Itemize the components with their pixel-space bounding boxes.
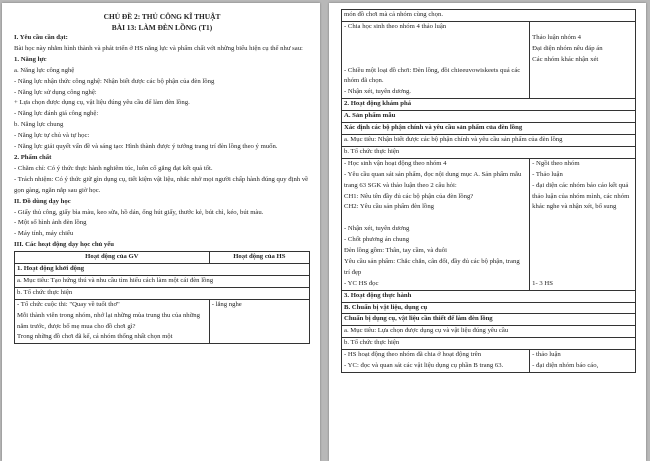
table-row <box>342 158 636 290</box>
table-row <box>342 99 636 111</box>
section-heading: II. Đồ dùng dạy học <box>14 197 71 205</box>
body-line: Bài học này nhằm hình thành và phát triển ở HS năng lực và phẩm chất với những biểu hiện cụ thể như sau: <box>14 44 303 52</box>
lesson-title: BÀI 13: LÀM ĐÈN LỒNG (T1) <box>111 23 213 32</box>
table-row <box>342 338 636 350</box>
table-row <box>342 314 636 326</box>
body-line: b. Năng lực chung <box>14 121 64 129</box>
section-heading: III. Các hoạt động dạy học chủ yếu <box>14 241 114 249</box>
table-row <box>342 326 636 338</box>
table-row <box>15 264 310 276</box>
table-cell-span: món đồ chơi mà cả nhóm cùng chọn. <box>342 10 636 22</box>
table-row <box>342 111 636 123</box>
table-cell-span: b. Tổ chức thực hiện <box>342 146 636 158</box>
body-line: - Trách nhiệm: Có ý thức giữ gìn dụng cụ, tiết kiệm vật liệu, nhắc nhở mọi người chấp hành đúng quy định về gọn gàng, ngăn nắp sau giờ học. <box>14 175 309 194</box>
section-heading: 2. Phẩm chất <box>14 153 52 161</box>
table-row <box>342 10 636 22</box>
body-line: - Năng lực tự chủ và tự học: <box>14 132 90 140</box>
table-cell-hs: - lắng nghe <box>209 299 309 344</box>
section-heading: 1. Năng lực <box>14 55 47 63</box>
body-line: - Một số hình ảnh đèn lồng <box>14 219 87 227</box>
table-row <box>342 21 636 98</box>
document-page-left <box>2 3 320 461</box>
table-row <box>342 290 636 302</box>
body-line: - Năng lực nhận thức công nghệ: Nhận biết được các bộ phận của đèn lồng <box>14 77 215 85</box>
left-body-text <box>14 33 310 251</box>
body-line: - Năng lực giải quyết vấn đề và sáng tạo: Hình thành được ý tưởng trang trí đèn lồng theo ý muốn. <box>14 143 278 151</box>
table-row <box>342 146 636 158</box>
table-row <box>15 287 310 299</box>
section-heading: Xác định các bộ phận chính và yêu cầu sản phẩm của đèn lồng <box>342 123 636 135</box>
table-header-hs: Hoạt động của HS <box>209 252 309 264</box>
table-cell-hs: - Ngồi theo nhóm - Thảo luận - đại diện các nhóm báo cáo kết quả thảo luận của nhóm mình, các nhóm khác nghe và nhận xét, bổ sung 1- 3 HS <box>530 158 636 290</box>
table-cell-span: a. Mục tiêu: Lựa chọn được dụng cụ và vật liệu đúng yêu cầu <box>342 326 636 338</box>
table-cell-gv: - Tổ chức cuộc thi: "Quay về tuổi thơ" Mỗi thành viên trong nhóm, nhớ lại những mùa trung thu của những năm trước, được bố mẹ mua cho đồ chơi gì? Trong những đồ chơi đã kể, cá nhóm thống nhất chọn một <box>15 299 210 344</box>
section-heading: 3. Hoạt động thực hành <box>342 290 636 302</box>
section-heading: B. Chuẩn bị vật liệu, dụng cụ <box>342 302 636 314</box>
section-heading: 2. Hoạt động khám phá <box>342 99 636 111</box>
table-cell-span: a. Mục tiêu: Nhận biết được các bộ phận chính và yêu cầu sản phẩm của đèn lồng <box>342 134 636 146</box>
section-heading: I. Yêu cầu cần đạt: <box>14 34 68 41</box>
table-cell-gv: - HS hoạt động theo nhóm đã chia ở hoạt động trên - YC: đọc và quan sát các vật liệu dụng cụ phần B trang 63. <box>342 350 530 373</box>
table-cell-hs: Thảo luận nhóm 4 Đại diện nhóm nêu đáp án Các nhóm khác nhận xét <box>530 21 636 98</box>
table-row <box>15 275 310 287</box>
body-line: - Năng lực đánh giá công nghệ: <box>14 110 99 118</box>
table-row <box>15 299 310 344</box>
table-cell-span: b. Tổ chức thực hiện <box>15 287 310 299</box>
table-row <box>342 123 636 135</box>
body-line: - Máy tính, máy chiếu <box>14 230 74 238</box>
table-row <box>342 350 636 373</box>
body-line: - Giấy thủ công, giấy bìa màu, keo sữa, hồ dán, ống hút giấy, thước kẻ, bút chì, kéo, bút màu. <box>14 208 264 216</box>
section-heading: Chuẩn bị dụng cụ, vật liệu cần thiết để làm đèn lồng <box>342 314 636 326</box>
activity-table-right <box>341 9 636 373</box>
topic-title: CHỦ ĐỀ 2: THỦ CÔNG KĨ THUẬT <box>103 12 221 21</box>
table-cell-gv: - Học sinh vận hoạt động theo nhóm 4 - Yêu cầu quan sát sản phẩm, đọc nội dung mục A. Sản phẩm mẫu trang 63 SGK và thảo luận theo 2 câu hỏi: CH1: Nêu tên đầy đủ các bộ phận của đèn lồng? CH2: Yêu cầu sản phẩm đèn lồng - Nhận xét, tuyên dương - Chốt phương án chung Đèn lồng gồm: Thân, tay cầm, và đuôi Yêu cầu sản phẩm: Chắc chắn, cân đối, đầy đủ các bộ phận, trang trí đẹp - YC HS đọc <box>342 158 530 290</box>
table-cell-hs: - thảo luận - đại diện nhóm báo cáo, <box>530 350 636 373</box>
body-line: + Lựa chọn được dụng cụ, vật liệu đúng yêu cầu để làm đèn lồng. <box>14 99 190 107</box>
table-cell-span: b. Tổ chức thực hiện <box>342 338 636 350</box>
section-heading: A. Sản phẩm mẫu <box>342 111 636 123</box>
body-line: - Chăm chỉ: Có ý thức thực hành nghiêm túc, luôn cố gắng đạt kết quả tốt. <box>14 164 213 172</box>
table-row <box>342 302 636 314</box>
body-line: - Năng lực sử dụng công nghệ: <box>14 88 97 96</box>
activity-table-left <box>14 251 310 344</box>
table-row <box>342 134 636 146</box>
document-page-right <box>329 3 646 461</box>
body-line: a. Năng lực công nghệ <box>14 66 75 74</box>
table-cell-span: 1. Hoạt động khởi động <box>15 264 310 276</box>
table-header-gv: Hoạt động của GV <box>15 252 210 264</box>
table-cell-span: a. Mục tiêu: Tạo hứng thú và nhu cầu tìm hiểu cách làm một cái đèn lồng <box>15 275 310 287</box>
table-cell-gv: - Chia học sinh theo nhóm 4 thảo luận - Chiều một loại đồ chơi: Đèn lồng, đồi chieeuvowiskeets quá các nhóm đã chọn. - Nhận xét, tuyên dương. <box>342 21 530 98</box>
